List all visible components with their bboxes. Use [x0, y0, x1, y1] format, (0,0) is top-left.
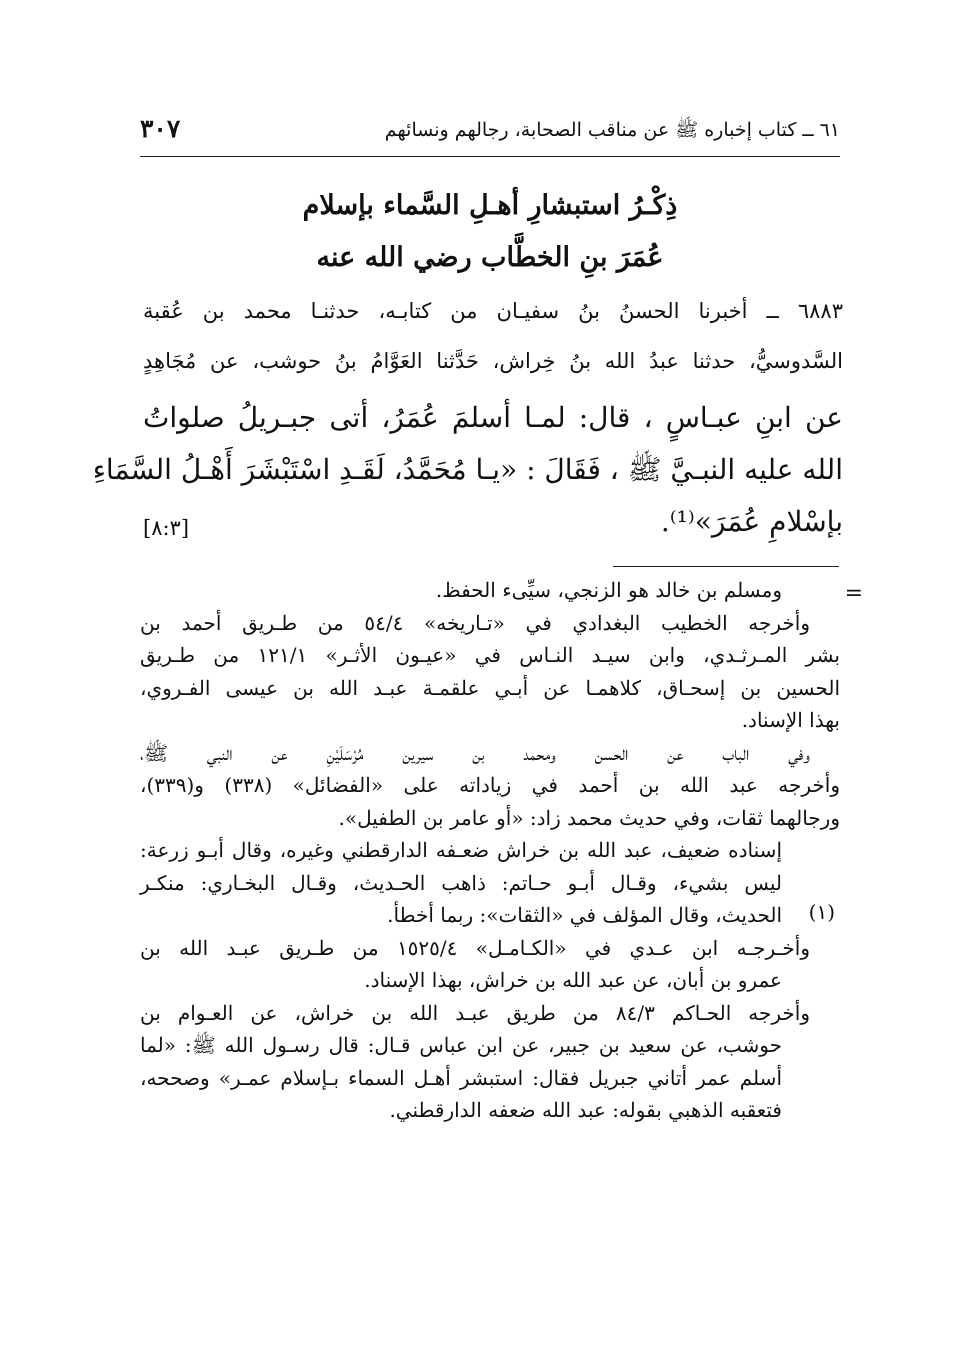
footnote-line: الحديث، وقال المؤلف في «الثقات»: ربما أخطأ. — [387, 903, 782, 927]
page-number: ٣٠٧ — [140, 114, 181, 143]
hadith-isnad — [143, 286, 843, 386]
hadith-matn — [92, 392, 843, 548]
footnote-continuation-mark: = — [844, 581, 863, 606]
footnote-paragraph — [140, 834, 840, 932]
footnotes — [140, 574, 840, 1127]
footnote-line: وأخـرجـه ابن عـدي في «الكـامـل» ١٥٢٥/٤ من طـريق عبـد الله بن — [140, 935, 810, 960]
matn-line: بإسْلامِ عُمَرَ»⁽¹⁾. — [660, 505, 843, 538]
matn-line: الله عليه النبـيَّ ﷺ ، فَقَالَ : «يـا مُحَمَّدُ، لَقَـدِ اسْتَبْشَرَ أَهْـلُ السَّمَاءِ — [92, 453, 843, 486]
hadith-reference: [٨:٣] — [143, 516, 190, 540]
isnad-line: السَّدوسيُّ، حدثنا عبدُ الله بنُ خِراش، حَدَّثنا العَوَّامُ بنُ حوشب، عن مُجَاهِدٍ — [143, 349, 843, 373]
heading-line-2: عُمَرَ بنِ الخطَّاب رضي الله عنه — [316, 242, 664, 273]
footnote-paragraph — [140, 932, 840, 997]
footnote-paragraph — [140, 737, 840, 835]
footnote-line: ليس بشيء، وقـال أبـو حـاتم: ذاهب الحـديث، وقـال البخـاري: منكـر — [140, 870, 782, 895]
footnote-paragraph — [140, 574, 840, 607]
footnote-line: بهذا الإسناد. — [741, 708, 840, 732]
footnote-line: وأخرجه الحـاكم ٨٤/٣ من طريق عبـد الله بن خراش، عن العـوام بن — [140, 1000, 810, 1025]
running-header — [140, 112, 840, 157]
isnad-line: ٦٨٨٣ ــ أخبرنا الحسنُ بنُ سفيـان من كتابـه، حدثنـا محمد بن عُقبة — [143, 299, 843, 323]
footnote-line: عمرو بن أبان، عن عبد الله بن خراش، بهذا الإسناد. — [364, 968, 782, 992]
footnote-line: فتعقبه الذهبي بقوله: عبد الله ضعفه الدارقطني. — [389, 1098, 782, 1122]
footnote-separator — [613, 566, 839, 567]
footnote-line: حوشب، عن سعيد بن جبير، عن ابن عباس قـال: قال رسـول الله ﷺ: «لما — [140, 1033, 782, 1057]
heading-line-1: ذِكْـرُ استبشارِ أهـلِ السَّماء بإسلام — [302, 190, 678, 221]
footnote-line: بشر المـرثـدي، وابن سيـد النـاس في «عيـون الأثـر» ١٢١/١ من طـريق — [140, 643, 840, 667]
footnote-line: وأخرجه الخطيب البغدادي في «تـاريخه» ٥٤/٤ من طـريق أحمد بن — [140, 610, 810, 635]
section-heading — [150, 180, 830, 284]
footnote-line: وفي الباب عن الحسن ومحمد بن سيرين مُرْسَلَيْنِ عن النبي ﷺ، — [140, 740, 810, 765]
footnote-line: ورجالهما ثقات، وفي حديث محمد زاد: «أو عامر بن الطفيل». — [338, 805, 840, 830]
footnote-paragraph — [140, 997, 840, 1127]
footnote-line: إسناده ضعيف، عبد الله بن خراش ضعـفه الدارقطني وغيره، وقال أبـو زرعة: — [140, 838, 782, 862]
footnote-line: ومسلم بن خالد هو الزنجي، سيِّىء الحفظ. — [435, 578, 782, 602]
footnote-paragraph — [140, 607, 840, 737]
footnote-number: (١) — [808, 900, 835, 924]
matn-line: عن ابنِ عبـاسٍ ، قال: لمـا أسلمَ عُمَرُ، أتى جبـريلُ صلواتُ — [143, 401, 843, 434]
footnote-line: وأخرجه عبد الله بن أحمد في زياداته على «الفضائل» (٣٣٨) و(٣٣٩)، — [140, 773, 840, 797]
chapter-title: ٦١ ــ كتاب إخباره ﷺ عن مناقب الصحابة، رجالهم ونسائهم — [384, 119, 840, 141]
footnote-line: الحسين بن إسحـاق، كلاهمـا عن أبـي علقمـة عبـد الله بن عيسى الفـروي، — [140, 675, 840, 700]
footnote-line: أسلم عمر أتاني جبريل فقال: استبشر أهـل السماء بـإسلام عمـر» وصححه، — [140, 1065, 782, 1090]
